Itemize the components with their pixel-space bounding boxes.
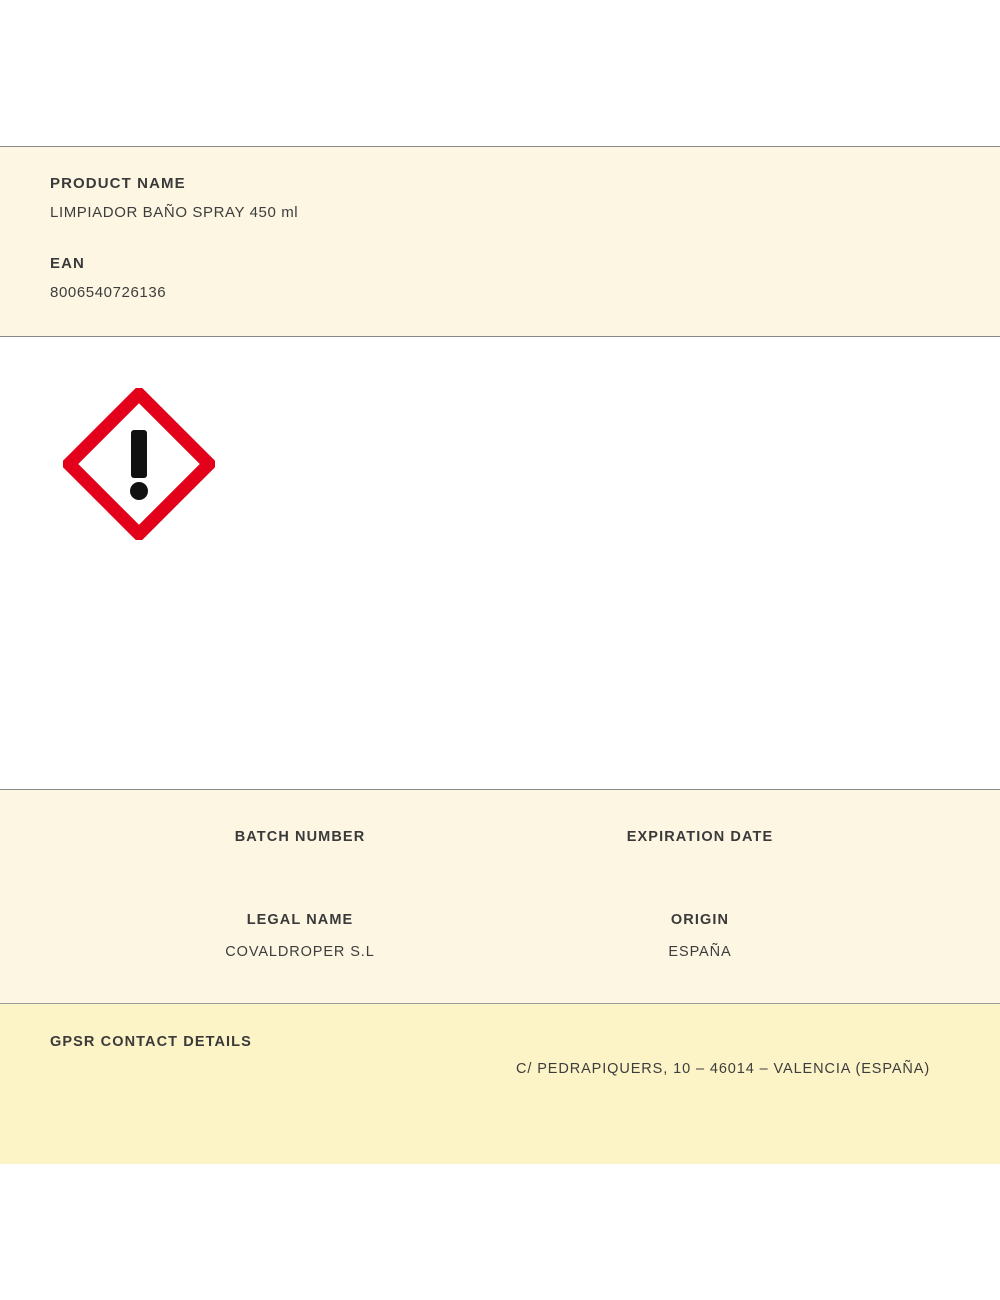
product-name-label: PRODUCT NAME [50, 175, 186, 192]
legal-name-label: LEGAL NAME [246, 912, 354, 928]
product-identity-section [0, 146, 1000, 337]
batch-number-label: BATCH NUMBER [234, 829, 366, 845]
gpsr-contact-section [0, 1004, 1000, 1164]
legal-name-cell [150, 861, 450, 960]
legal-name-value: COVALDROPER S.L [225, 944, 375, 960]
origin-cell [550, 861, 850, 960]
product-name-value: LIMPIADOR BAÑO SPRAY 450 ml [50, 204, 299, 221]
gpsr-contact-address: C/ PEDRAPIQUERS, 10 – 46014 – VALENCIA (ESPAÑA) [516, 1061, 931, 1077]
product-details-section [0, 789, 1000, 1004]
origin-label: ORIGIN [670, 912, 730, 928]
bottom-spacer [0, 1164, 1000, 1300]
expiration-date-cell [550, 790, 850, 861]
ghs07-exclamation-icon [63, 388, 215, 540]
ean-label: EAN [50, 255, 85, 272]
details-row-legal [0, 861, 1000, 960]
batch-number-cell [150, 790, 450, 861]
origin-value: ESPAÑA [668, 944, 732, 960]
hazard-pictogram-section [0, 337, 1000, 789]
batch-number-value [150, 845, 450, 861]
gpsr-contact-label: GPSR CONTACT DETAILS [50, 1034, 252, 1050]
expiration-date-value [550, 845, 850, 861]
field-spacer [50, 221, 1000, 255]
details-row-header [0, 790, 1000, 861]
expiration-date-label: EXPIRATION DATE [626, 829, 774, 845]
top-spacer [0, 0, 1000, 146]
ean-value: 8006540726136 [50, 284, 167, 301]
